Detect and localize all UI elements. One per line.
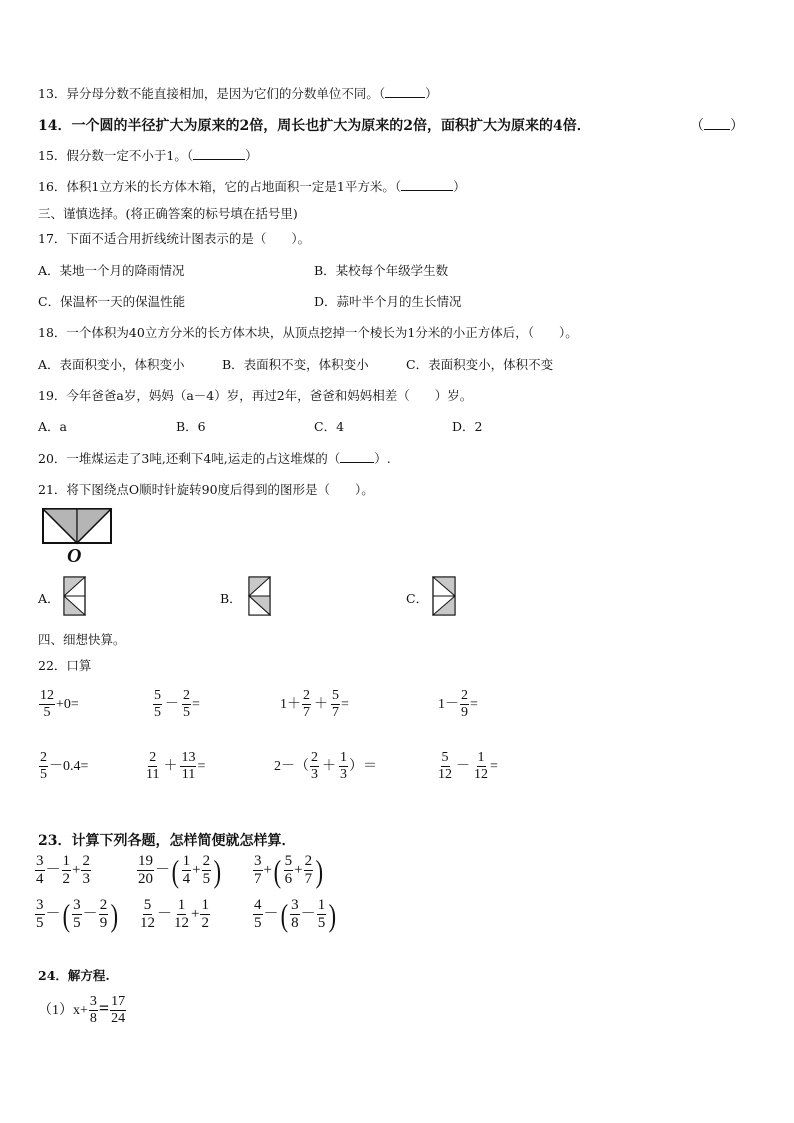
q18-option-a[interactable]: A．表面积变小，体积变小 <box>38 357 185 372</box>
fraction: $\frac{2}{5}$ <box>40 750 47 783</box>
q18-option-b[interactable]: B．表面积不变，体积变小 <box>222 357 369 372</box>
fraction: $\frac{2}{3}$ <box>82 853 90 888</box>
answer-blank[interactable] <box>193 147 245 160</box>
fraction: $\frac{1}{5}$ <box>317 897 326 932</box>
fraction: $\frac{1}{12}$ <box>174 897 190 932</box>
fraction: $\frac{5}{7}$ <box>332 688 339 721</box>
fraction: $\frac{2}{7}$ <box>304 853 313 888</box>
q21-option-b[interactable]: B． <box>220 591 242 606</box>
oral-calc-1: $\frac{12}{5}$ +0= <box>40 688 79 721</box>
q19-option-d[interactable]: D．2 <box>452 419 483 434</box>
fraction: $\frac{5}{5}$ <box>154 688 161 721</box>
fraction: $\frac{1}{2}$ <box>201 897 209 932</box>
question-23: 23．计算下列各题，怎样简便就怎样算． <box>38 833 296 849</box>
oral-calc-5: $\frac{2}{5}$ －0.4= <box>40 750 89 783</box>
question-13: 13．异分母分数不能直接相加，是因为它们的分数单位不同。（ ） <box>38 86 438 101</box>
answer-blank[interactable] <box>340 450 374 463</box>
oral-calc-7: 2－（ $\frac{2}{3}$ ＋ $\frac{1}{3}$ ）＝ <box>274 750 377 783</box>
q21-option-c-figure[interactable] <box>432 576 458 618</box>
fraction: $\frac{2}{5}$ <box>202 853 211 888</box>
answer-blank[interactable] <box>385 85 425 98</box>
simplify-calc-4: $\frac{3}{5}$ －( $\frac{3}{5}$ － $\frac{2}{9}$ ) <box>36 896 119 933</box>
fraction: $\frac{12}{5}$ <box>40 688 54 721</box>
question-19: 19．今年爸爸a岁，妈妈（a－4）岁，再过2年，爸爸和妈妈相差（ ）岁。 <box>38 388 473 403</box>
oral-calc-4: 1－ $\frac{2}{9}$ = <box>438 688 478 721</box>
question-22: 22．口算 <box>38 658 92 673</box>
question-18: 18．一个体积为40立方分米的长方体木块，从顶点挖掉一个棱长为1分米的小正方体后，（ ）。 <box>38 325 578 340</box>
fraction: $\frac{3}{4}$ <box>36 853 44 888</box>
fraction: $\frac{3}{8}$ <box>89 994 97 1027</box>
fraction: $\frac{1}{12}$ <box>474 750 488 783</box>
simplify-calc-2: $\frac{19}{20}$ －( $\frac{1}{4}$ + $\frac{2}{5}$ ) <box>138 852 222 889</box>
fraction: $\frac{1}{2}$ <box>62 853 71 888</box>
oral-calc-2: $\frac{5}{5}$ － $\frac{2}{5}$ = <box>154 688 200 721</box>
q19-option-c[interactable]: C．4 <box>314 419 345 434</box>
q21-option-a-figure[interactable] <box>63 576 87 618</box>
question-20: 20．一堆煤运走了3吨,还剩下4吨,运走的占这堆煤的（ ）. <box>38 451 391 466</box>
fraction: $\frac{13}{11}$ <box>181 750 196 783</box>
fraction: $\frac{3}{5}$ <box>73 897 81 932</box>
fraction: $\frac{5}{12}$ <box>140 897 155 932</box>
fraction: $\frac{2}{5}$ <box>183 688 190 721</box>
section-3-heading: 三、谨慎选择。(将正确答案的标号填在括号里) <box>38 206 298 221</box>
answer-blank[interactable] <box>401 178 453 191</box>
fraction: $\frac{3}{8}$ <box>291 897 299 932</box>
oral-calc-6: $\frac{2}{11}$ ＋ $\frac{13}{11}$ = <box>146 750 206 783</box>
question-14: 14．一个圆的半径扩大为原来的2倍，周长也扩大为原来的2倍，面积扩大为原来的4倍． <box>38 118 591 134</box>
fraction: $\frac{1}{4}$ <box>182 853 191 888</box>
fraction: $\frac{1}{3}$ <box>340 750 347 783</box>
simplify-calc-1: $\frac{3}{4}$ － $\frac{1}{2}$ + $\frac{2}{3}$ <box>36 853 90 888</box>
q21-option-b-figure[interactable] <box>247 576 273 618</box>
oral-calc-3: 1＋ $\frac{2}{7}$ ＋ $\frac{5}{7}$ = <box>280 688 349 721</box>
fraction: $\frac{19}{20}$ <box>138 853 153 888</box>
section-4-heading: 四、细想快算。 <box>38 632 126 647</box>
q17-option-a[interactable]: A．某地一个月的降雨情况 <box>38 263 185 278</box>
q21-option-a[interactable]: A． <box>38 591 60 606</box>
question-15: 15．假分数一定不小于1。（ ） <box>38 148 258 163</box>
fraction: $\frac{2}{9}$ <box>99 897 108 932</box>
figure-shape <box>43 509 111 543</box>
q19-option-b[interactable]: B．6 <box>176 419 206 434</box>
simplify-calc-3: $\frac{3}{7}$ +( $\frac{5}{6}$ + $\frac{2}{7}$ ) <box>254 852 324 889</box>
q18-option-c[interactable]: C．表面积变小，体积不变 <box>406 357 554 372</box>
answer-blank[interactable] <box>704 117 730 130</box>
rotation-figure <box>42 506 114 564</box>
question-14-answer: （ ） <box>690 118 744 134</box>
question-24: 24．解方程. <box>38 968 110 983</box>
q17-option-b[interactable]: B．某校每个年级学生数 <box>314 263 449 278</box>
fraction: $\frac{2}{9}$ <box>461 688 468 721</box>
simplify-calc-5: $\frac{5}{12}$ － $\frac{1}{12}$ + $\frac{1}{2}$ <box>140 897 209 932</box>
fraction: $\frac{5}{6}$ <box>284 853 293 888</box>
fraction: $\frac{3}{7}$ <box>254 853 262 888</box>
fraction: $\frac{2}{3}$ <box>311 750 318 783</box>
point-o-label: O <box>67 545 82 564</box>
q17-option-d[interactable]: D．蒜叶半个月的生长情况 <box>314 294 462 309</box>
fraction: $\frac{2}{11}$ <box>146 750 160 783</box>
question-16: 16．体积1立方米的长方体木箱，它的占地面积一定是1平方米。（ ） <box>38 179 466 194</box>
q19-option-a[interactable]: A．a <box>38 419 67 434</box>
q21-option-c[interactable]: C． <box>406 591 429 606</box>
oral-calc-8: $\frac{5}{12}$ － $\frac{1}{12}$ = <box>438 750 498 783</box>
fraction: $\frac{4}{5}$ <box>254 897 262 932</box>
equation-1: （1）x+ $\frac{3}{8}$ = $\frac{17}{24}$ <box>38 994 126 1027</box>
question-21: 21．将下图绕点O顺时针旋转90度后得到的图形是（ ）。 <box>38 482 374 497</box>
fraction: $\frac{3}{5}$ <box>36 897 44 932</box>
question-17: 17．下面不适合用折线统计图表示的是（ ）。 <box>38 231 311 246</box>
simplify-calc-6: $\frac{4}{5}$ －( $\frac{3}{8}$ － $\frac{1}{5}$ ) <box>254 896 337 933</box>
fraction: $\frac{17}{24}$ <box>111 994 126 1027</box>
q17-option-c[interactable]: C．保温杯一天的保温性能 <box>38 294 186 309</box>
fraction: $\frac{2}{7}$ <box>303 688 310 721</box>
fraction: $\frac{5}{12}$ <box>438 750 452 783</box>
